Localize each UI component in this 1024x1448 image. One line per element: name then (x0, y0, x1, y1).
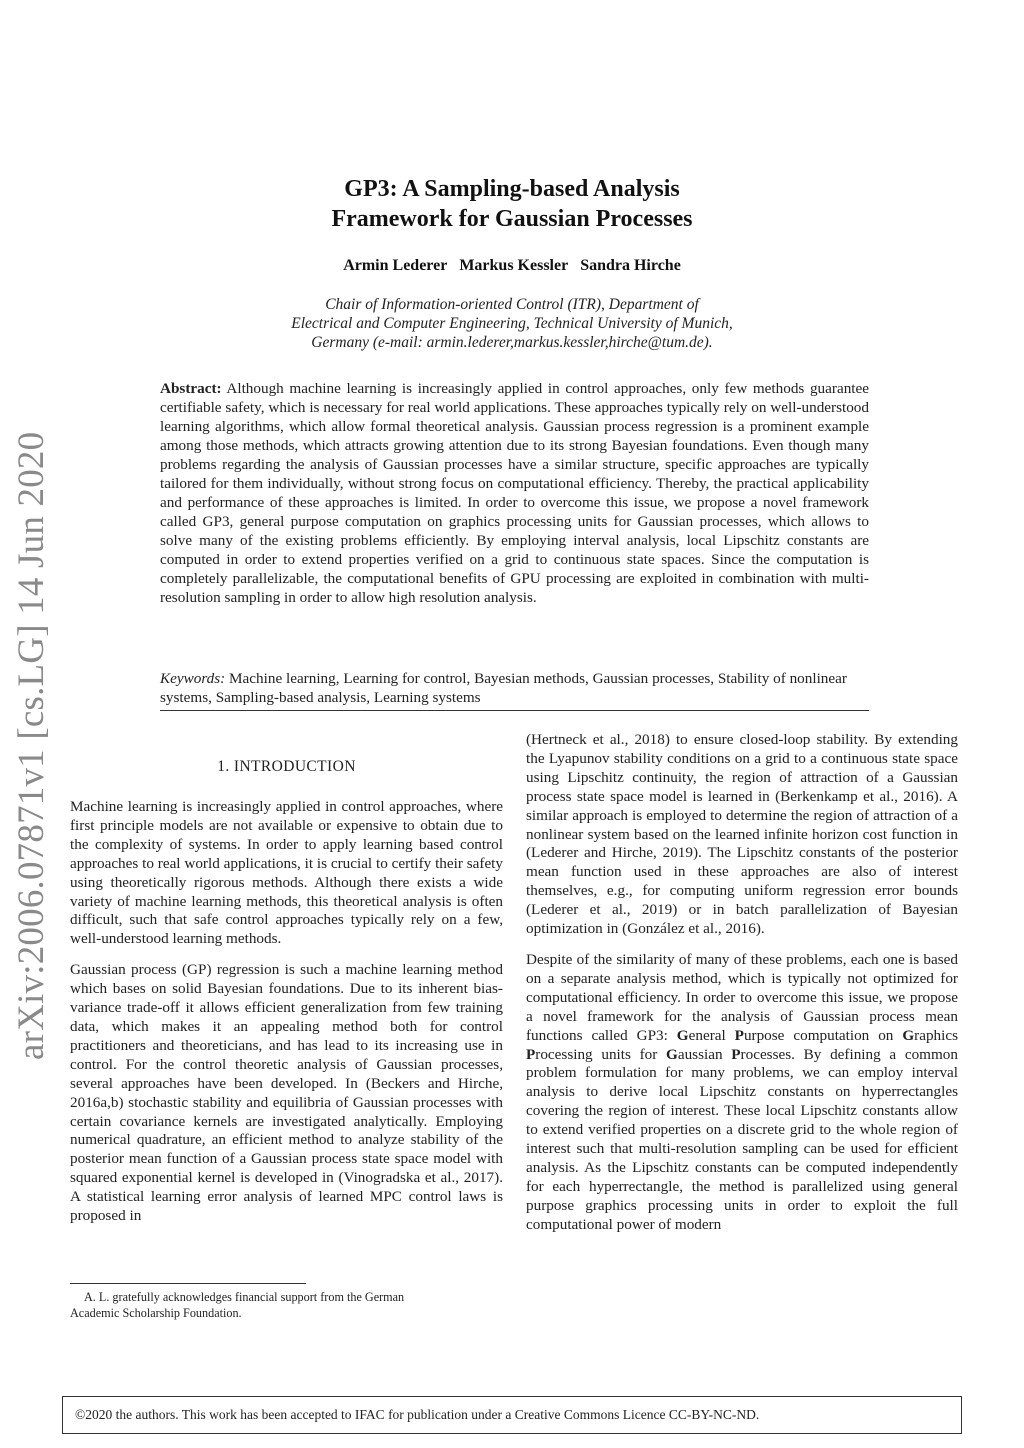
affiliation-line: Germany (e-mail: armin.lederer,markus.kessler,hirche@tum.de). (311, 334, 713, 351)
acronym-letter: G (676, 1026, 689, 1044)
acronym-rest: eneral (688, 1026, 735, 1044)
acronym-rest: aussian (677, 1045, 732, 1063)
author-name: Sandra Hirche (580, 257, 681, 274)
affiliation-line: Chair of Information-oriented Control (ITR), Department of (325, 296, 699, 313)
acronym-rest: raphics (914, 1026, 959, 1044)
paper-title (200, 174, 824, 234)
keywords (160, 669, 869, 707)
abstract-text: Although machine learning is increasingly applied in control approaches, only few methods guarantee certifiable safety, which is necessary for real world applications. These approaches typically rely on well-understood learning algorithms, which allow formal theoretical analysis. Gaussian process regression is a prominent example among those methods, which attracts growing attention due to its strong Bayesian foundations. Even though many problems regarding the analysis of Gaussian processes have a similar structure, specific approaches are typically tailored for them individually, without strong focus on computational efficiency. Thereby, the practical applicability and performance of these approaches is limited. In order to overcome this issue, we propose a novel framework called GP3, general purpose computation on graphics processing units for Gaussian processes, which allows to solve many of the existing problems efficiently. By employing interval analysis, local Lipschitz constants are computed in order to extend properties verified on a grid to continuous state spaces. Since the computation is completely parallelizable, the computational benefits of GPU processing are exploited in combination with multi-resolution sampling in order to allow high resolution analysis. (160, 380, 869, 606)
abstract-label: Abstract: (160, 380, 222, 397)
acronym-rest: urpose computation on (743, 1026, 903, 1044)
affiliation-line: Electrical and Computer Engineering, Technical University of Munich, (291, 315, 733, 332)
arxiv-identifier-stamp: arXiv:2006.07871v1 [cs.LG] 14 Jun 2020 (11, 431, 52, 1060)
acronym-letter: P (734, 1026, 744, 1044)
footnote-divider (70, 1283, 306, 1284)
author-name: Markus Kessler (459, 257, 569, 274)
section-heading: 1. INTRODUCTION (217, 758, 356, 775)
right-column (526, 731, 958, 1247)
acronym-letter: P (526, 1045, 536, 1063)
license-notice: ©2020 the authors. This work has been accepted to IFAC for publication under a Creative Commons Licence CC-BY-NC-ND. (62, 1396, 962, 1434)
paragraph (526, 951, 958, 1235)
acronym-rest: rocesses (740, 1045, 792, 1063)
author-list (200, 257, 824, 275)
acronym-letter: P (731, 1045, 741, 1063)
paragraph: Gaussian process (GP) regression is such a machine learning method which bases on solid Bayesian foundations. Due to its inherent bias-variance trade-off it allows efficient generalization from few training data, which makes it an appealing method both for control practitioners and theoreticians, and has lead to its increasing use in control. For the control theoretic analysis of Gaussian processes, several approaches have been developed. In (Beckers and Hirche, 2016a,b) stochastic stability and equilibria of Gaussian processes with certain covariance kernels are investigated analytically. Employing numerical quadrature, an efficient method to analyze stability of the posterior mean function of a Gaussian process state space model with squared exponential kernel is developed in (Vinogradska et al., 2017). A statistical learning error analysis of learned MPC control laws is proposed in (70, 961, 503, 1225)
abstract (160, 379, 869, 607)
footnote (70, 1289, 503, 1321)
footnote-line: A. L. gratefully acknowledges financial support from the German (84, 1290, 405, 1304)
footnote-line: Academic Scholarship Foundation. (70, 1306, 242, 1320)
paragraph-text: Despite of the similarity of many of these problems, each one is based on a separate analysis method, which is typically not optimized for computational efficiency. In order to overcome this issue, we propose a novel framework for the analysis of Gaussian process mean functions called GP3: (526, 950, 958, 1044)
title-line-2: Framework for Gaussian Processes (331, 206, 693, 232)
paragraph: (Hertneck et al., 2018) to ensure closed-loop stability. By extending the Lyapunov stability conditions on a grid to a continuous state space using Lipschitz continuity, the region of attraction of a Gaussian process state space model is learned in (Berkenkamp et al., 2016). A similar approach is employed to determine the region of attraction of a nonlinear system based on the learned infinite horizon cost function in (Lederer and Hirche, 2019). The Lipschitz constants of the posterior mean function used in these approaches are also of interest themselves, e.g., for computing uniform regression error bounds (Lederer et al., 2019) or in batch parallelization of Bayesian optimization in (González et al., 2016). (526, 731, 958, 938)
abstract-divider (160, 710, 869, 711)
acronym-letter: G (902, 1026, 915, 1044)
keywords-label: Keywords: (160, 670, 226, 687)
keywords-text: Machine learning, Learning for control, Bayesian methods, Gaussian processes, Stability of nonlinear systems, Sampling-based analysis, Learning systems (160, 670, 847, 706)
paragraph: Machine learning is increasingly applied in control approaches, where first principle models are not available or expensive to obtain due to the complexity of systems. In order to apply learning based control approaches to real world applications, it is crucial to certify their safety using theoretically rigorous methods. Although there exists a wide variety of machine learning methods, this theoretical analysis is often difficult, such that safe control approaches typically rely on a few, well-understood learning methods. (70, 798, 503, 948)
author-name: Armin Lederer (343, 257, 448, 274)
acronym-letter: G (666, 1045, 678, 1063)
affiliation (180, 295, 844, 352)
left-column (70, 798, 503, 1238)
acronym-rest: rocessing units for (535, 1045, 667, 1063)
title-line-1: GP3: A Sampling-based Analysis (344, 176, 680, 202)
paragraph-text: . By defining a common problem formulation for many problems, we can employ interval analysis to derive local Lipschitz constants on hyperrectangles covering the region of interest. These local Lipschitz constants allow to extend verified properties on a discrete grid to the whole region of interest such that multi-resolution sampling can be used for efficient analysis. As the Lipschitz constants can be computed independently for each hyperrectangle, the method is parallelized using general purpose graphics processing units in order to exploit the full computational power of modern (526, 1045, 958, 1233)
